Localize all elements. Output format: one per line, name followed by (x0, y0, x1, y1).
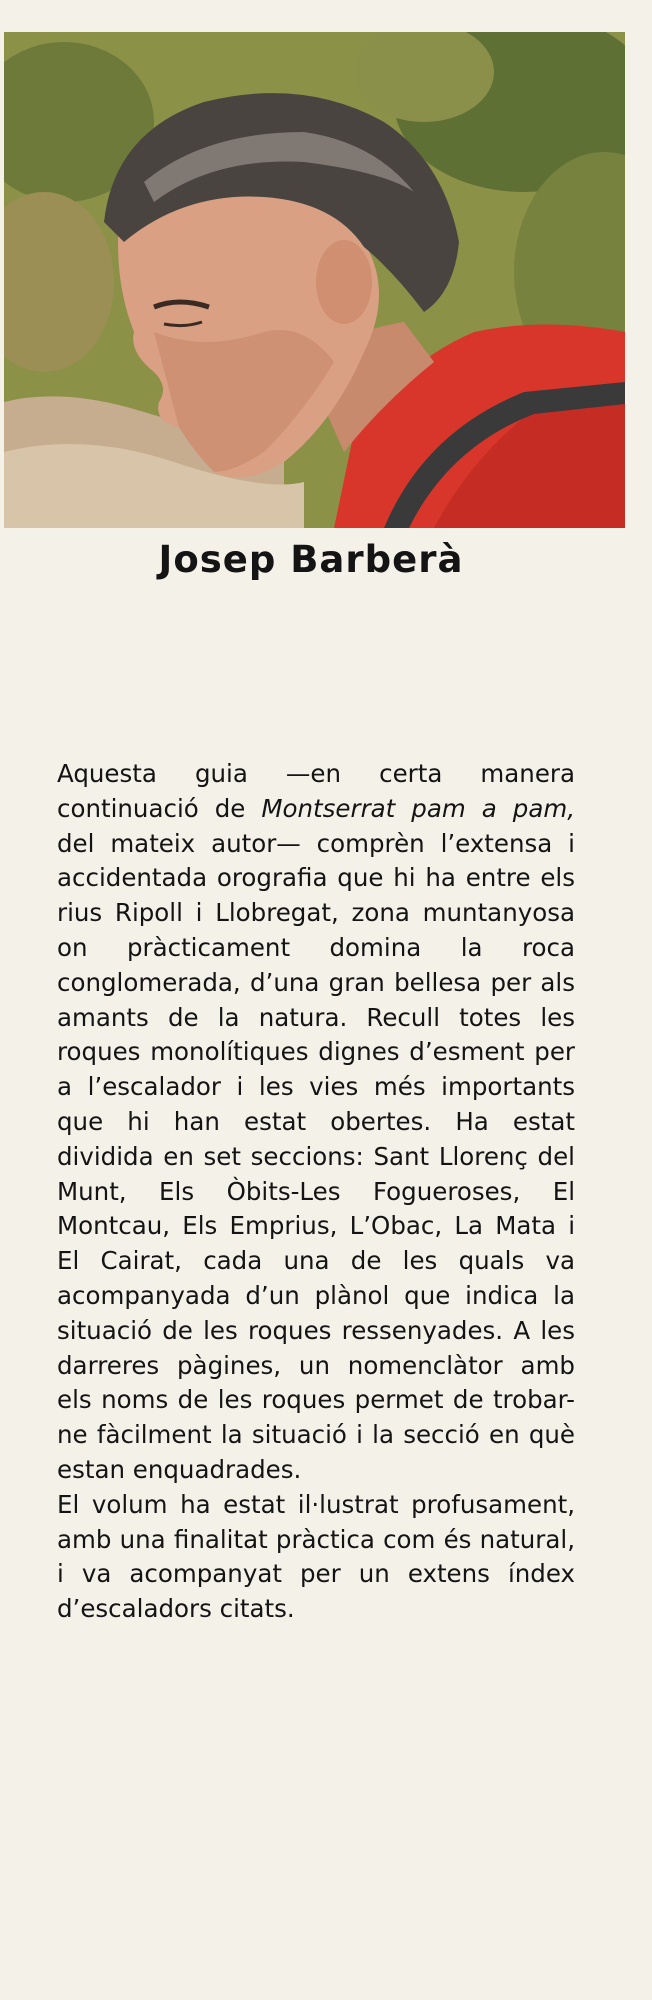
author-portrait-photo (4, 32, 625, 528)
author-name: Josep Barberà (158, 538, 464, 581)
blurb-book-title: Montserrat pam a pam, (261, 793, 575, 823)
blurb-p1-after: del mateix autor— comprèn l’extensa i accidentada orografia que hi ha entre els rius Ripoll i Llobregat, zona muntanyosa on pràcticament domina la roca conglomerada, d’una gran bellesa per als amants de la natura. Recull totes les roques monolítiques dignes d’esment per a l’escalador i les vies més importants que hi han estat obertes. Ha estat dividida en set seccions: Sant Llorenç del Munt, Els Òbits-Les Fogueroses, El Montcau, Els Emprius, L’Obac, La Mata i El Cairat, cada una de les quals va acompanyada d’un plànol que indica la situació de les roques ressenyades. A les darreres pàgines, un nomenclàtor amb els noms de les roques permet de trobar-ne fàcilment la situació i la secció en què estan enquadrades. (57, 828, 575, 1484)
blurb-paragraph-1 (57, 757, 575, 1488)
blurb-p1-before: Aquesta guia —en certa manera continuació de (57, 759, 575, 823)
back-cover-blurb (57, 757, 575, 1627)
portrait-illustration (4, 32, 625, 528)
blurb-paragraph-2: El volum ha estat il·lustrat profusament, amb una finalitat pràctica com és natural, i va acompanyat per un extens índex d’escaladors citats. (57, 1489, 575, 1624)
